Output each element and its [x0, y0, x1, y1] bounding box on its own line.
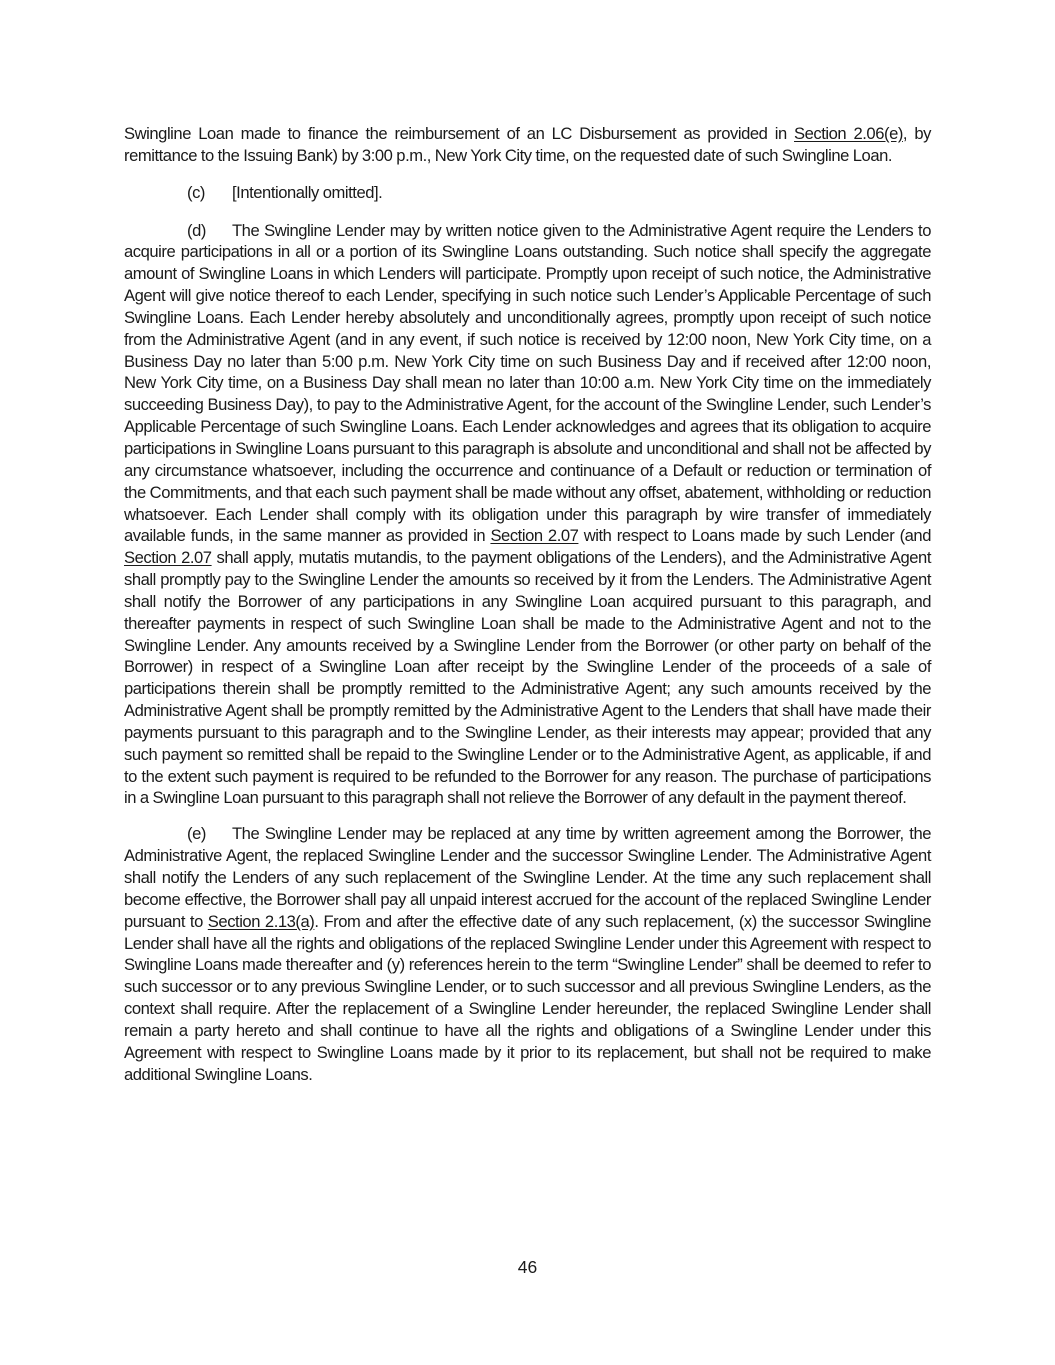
section-2-07-reference: Section 2.07 [124, 548, 212, 568]
paragraph-continued [124, 123, 931, 167]
paragraph-label: (c) [187, 182, 205, 202]
page-number: 46 [517, 1257, 538, 1277]
paragraph-text: , by remittance to the Issuing Bank) by 3:00 p.m., New York City time, on the requested date of such Swingline Loan. [124, 124, 931, 165]
paragraph-c [124, 182, 931, 204]
paragraph-label: (d) [187, 220, 206, 240]
paragraph-text: [Intentionally omitted]. [232, 182, 383, 202]
paragraph-text: shall apply, mutatis mutandis, to the payment obligations of the Lenders), and the Administrative Agent shall promptly pay to the Swingline Lender the amounts so received by it from the Lenders. The Administrative Agent shall notify the Borrower of any participations in any Swingline Loan acquired pursuant to this paragraph, and thereafter payments in respect of such Swingline Loan shall be made to the Administrative Agent and not to the Swingline Lender. Any amounts received by a Swingline Lender from the Borrower (or other party on behalf of the Borrower) in respect of a Swingline Loan after receipt by the Swingline Lender of the proceeds of a sale of participations therein shall be promptly remitted to the Administrative Agent; any such amounts received by the Administrative Agent shall be promptly remitted by the Administrative Agent to the Lenders that shall have made their payments pursuant to this paragraph and to the Swingline Lender, as their interests may appear; provided that any such payment so remitted shall be repaid to the Swingline Lender or to the Administrative Agent, as applicable, if and to the extent such payment is required to be refunded to the Borrower for any reason. The purchase of participations in a Swingline Loan pursuant to this paragraph shall not relieve the Borrower of any default in the payment thereof. [124, 548, 931, 808]
paragraph-text: with respect to Loans made by such Lender (and [578, 526, 931, 546]
document-page [124, 123, 931, 1099]
paragraph-text: . From and after the effective date of any such replacement, (x) the successor Swingline Lender shall have all the rights and obligations of the replaced Swingline Lender under this Agreement with respect to Swingline Loans made thereafter and (y) references herein to the term “Swingline Lender” shall be deemed to refer to such successor or to any previous Swingline Lender, or to such successor and all previous Swingline Lenders, as the context shall require. After the replacement of a Swingline Lender hereunder, the replaced Swingline Lender shall remain a party hereto and shall continue to have all the rights and obligations of a Swingline Lender under this Agreement with respect to Swingline Loans made by it prior to its replacement, but shall not be required to make additional Swingline Loans. [124, 911, 931, 1084]
paragraph-e [124, 823, 931, 1085]
section-2-06e-reference: Section 2.06(e) [794, 124, 903, 143]
paragraph-label: (e) [187, 824, 206, 844]
section-2-07-reference: Section 2.07 [490, 526, 579, 546]
section-2-13a-reference: Section 2.13(a) [207, 911, 315, 931]
paragraph-text: The Swingline Lender may be replaced at any time by written agreement among the Borrower, the Administrative Agent, the replaced Swingline Lender and the successor Swingline Lender. The Administrative Agent shall notify the Lenders of any such replacement of the Swingline Lender. At the time any such replacement shall become effective, the Borrower shall pay all unpaid interest accrued for the account of the replaced Swingline Lender pursuant to [124, 824, 931, 931]
paragraph-text: Swingline Loan made to finance the reimbursement of an LC Disbursement as provided in [124, 124, 795, 143]
paragraph-d [124, 220, 931, 810]
paragraph-text: The Swingline Lender may by written notice given to the Administrative Agent require the Lenders to acquire participations in all or a portion of its Swingline Loans outstanding. Such notice shall specify the aggregate amount of Swingline Loans in which Lenders will participate. Promptly upon receipt of such notice, the Administrative Agent will give notice thereof to each Lender, specifying in such notice such Lender’s Applicable Percentage of such Swingline Loans. Each Lender hereby absolutely and unconditionally agrees, promptly upon receipt of such notice from the Administrative Agent (and in any event, if such notice is received by 12:00 noon, New York City time, on a Business Day no later than 5:00 p.m. New York City time on such Business Day and if received after 12:00 noon, New York City time, on a Business Day shall mean no later than 10:00 a.m. New York City time on the immediately succeeding Business Day), to pay to the Administrative Agent, for the account of the Swingline Lender, such Lender’s Applicable Percentage of such Swingline Loans. Each Lender acknowledges and agrees that its obligation to acquire participations in Swingline Loans pursuant to this paragraph is absolute and unconditional and shall not be affected by any circumstance whatsoever, including the occurrence and continuance of a Default or reduction or termination of the Commitments, and that each such payment shall be made without any offset, abatement, withholding or reduction whatsoever. Each Lender shall comply with its obligation under this paragraph by wire transfer of immediately available funds, in the same manner as provided in [124, 220, 931, 546]
